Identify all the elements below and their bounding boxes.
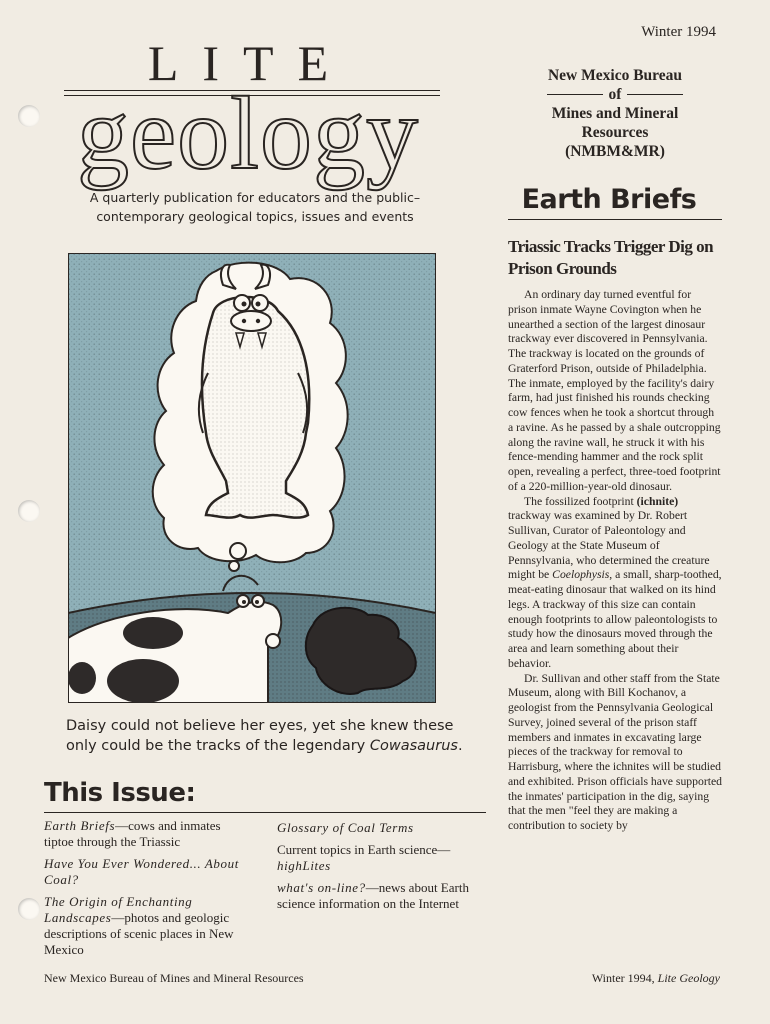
article-paragraph-3: Dr. Sullivan and other staff from the State Museum, along with Bill Kochanov, a geologist from the Pennsylvania Geological Survey, joined several of the prison staff members and inmates in excavating large pieces of the trackway for removal to Harrisburg, where the ichnites will be studied and exhibited. Prison officials have supported the inmates' participation in the dig, saying that the men "feel they are making a contribution to society by [508,671,723,832]
binder-hole-bottom [18,898,40,920]
article-body [508,288,722,834]
this-issue-heading: This Issue: [44,778,196,808]
caption-end: . [457,738,463,754]
bureau-abbreviation: (NMBM&MR) [565,143,665,160]
bureau-line-1: New Mexico Bureau [547,67,683,84]
cartoon-caption [66,716,466,756]
article-paragraph-1: An ordinary day turned eventful for prison inmate Wayne Covington when he unearthed a section of the largest dinosaur trackway ever discovered in Pennsylvania. The trackway is located on the grounds of Graterford Prison, outside of Philadelphia. The inmate, employed by the facility's dairy farm, had just finished his rounds checking cow fences when he took a shortcut through a ravine. As he passed by a shale outcropping along the ravine wall, he struck it with his fence-mending hammer and the rock split open, revealing a perfect, three-toed footprint of a 220-million-year-old dinosaur. [508,288,721,493]
toc-item-coal[interactable] [44,856,254,888]
binder-hole-middle [18,500,40,522]
cow-spot-2 [107,659,179,703]
toc-item-title: The Origin of Enchanting Landscapes [44,894,193,925]
tagline-line-1: A quarterly publication for educators and the public– [89,190,421,205]
toc-item-glossary[interactable] [277,820,487,836]
p2-text-e: , a small, sharp-toothed, meat-eating dinosaur that walked on its hind legs. A trackway of this size can contain enough footprints to allow paleontologists to study how the dinosaurs moved through the area and learn something about their behavior. [508,568,722,670]
this-issue-rule [44,812,486,813]
cow-spot-3 [68,662,96,694]
article-title: Triassic Tracks Trigger Dig on Prison Grounds [508,237,714,278]
bureau-of: of [608,86,622,103]
toc-item-desc: —news about Earth science information on the Internet [277,880,469,911]
toc-item-on-line[interactable] [277,880,487,912]
bureau-line-2: Mines and Mineral [551,105,679,122]
masthead-lite: LITE [147,35,353,91]
toc-item-landscapes[interactable] [44,894,254,958]
footer-publication: Lite Geology [657,971,720,985]
toc-item-title: Glossary of Coal Terms [277,820,414,835]
earth-briefs-rule [508,219,722,220]
footer-issue [560,971,720,986]
cow-mouth [266,634,280,648]
binder-hole-top [18,105,40,127]
masthead-geology: geology [76,76,420,191]
toc-item-desc: —cows and inmates tiptoe through the Triassic [44,818,221,849]
tagline-line-2: contemporary geological topics, issues and events [96,209,414,224]
toc-item-title: Earth Briefs [44,818,116,833]
cowasaurus-cartoon [68,253,436,703]
earth-briefs-heading: Earth Briefs [521,184,697,215]
creature-snout [231,311,271,331]
bureau-of-row [530,85,700,104]
masthead-tagline [60,188,450,226]
footer-issue-date: Winter 1994, [591,971,658,985]
toc-item-desc: Current topics in Earth science— [277,842,451,857]
toc-item-title: highLites [277,858,331,873]
p2-text-a: The fossilized footprint [524,494,637,508]
bureau-of-rule-right [627,94,683,95]
p2-ichnite: (ichnite) [636,494,679,508]
issue-date: Winter 1994 [641,24,716,40]
caption-text: Daisy could not believe her eyes, yet she knew these only could be the tracks of the legendary [66,718,454,754]
toc-item-title: Have You Ever Wondered... About Coal? [44,856,239,887]
bureau-of-rule-left [547,94,603,95]
caption-emphasis: Cowasaurus [369,738,458,754]
cow-spot-1 [123,617,183,649]
footer-publisher: New Mexico Bureau of Mines and Mineral Resources [44,971,304,985]
article-paragraph-2 [508,495,722,672]
bureau-line-3: Resources [581,124,649,141]
toc-item-highlites[interactable] [277,842,467,874]
toc-item-desc: —photos and geologic descriptions of scenic places in New Mexico [44,910,234,957]
toc-item-title: what's on-line? [277,880,366,895]
toc-item-earth-briefs[interactable] [44,818,244,850]
p2-coelophysis: Coelophysis [552,568,610,582]
bureau-block [530,66,700,161]
p2-text-c: trackway was examined by Dr. Robert Sullivan, Curator of Paleontology and Geology at the State Museum of Pennsylvania, who determined the creature might be [508,509,710,582]
